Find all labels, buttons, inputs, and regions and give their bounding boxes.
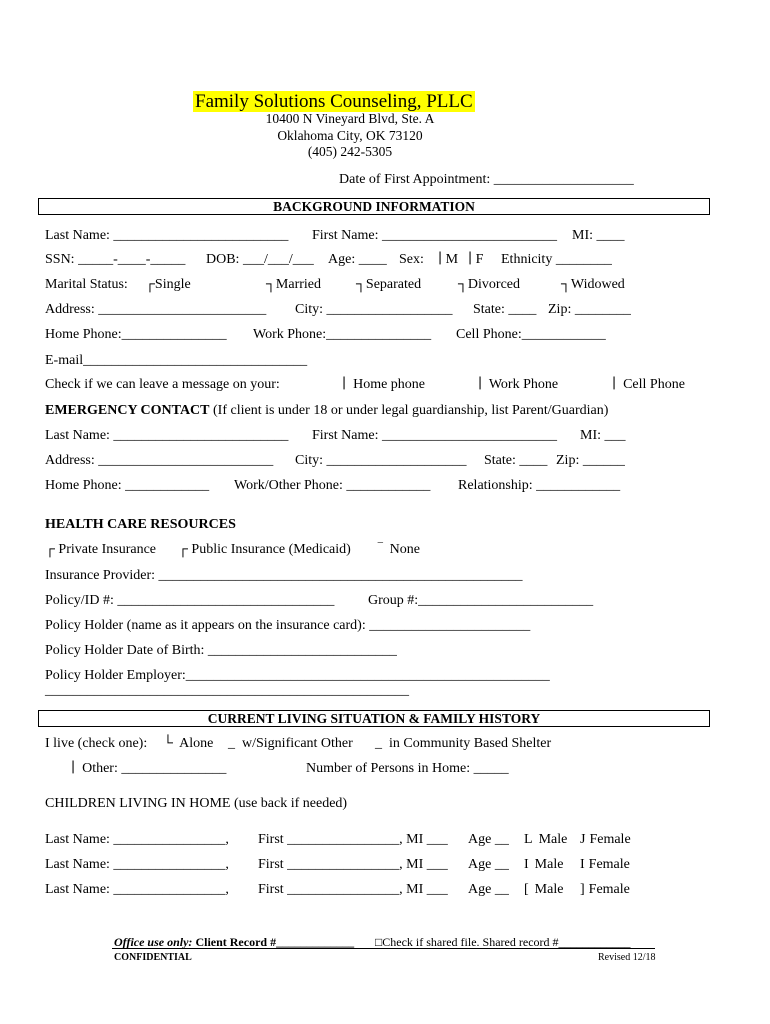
living-situation-heading: CURRENT LIVING SITUATION & FAMILY HISTORY (38, 710, 710, 727)
ec-zip-field[interactable]: Zip: ______ (556, 453, 625, 468)
married-checkbox[interactable] (266, 278, 321, 292)
child-first-mi-field[interactable]: First ________________, MI ___ (258, 882, 448, 897)
no-insurance-label: None (389, 542, 420, 557)
child-female-checkbox[interactable] (580, 858, 630, 872)
significant-other-checkbox[interactable] (228, 737, 353, 751)
background-section-heading: BACKGROUND INFORMATION (38, 198, 710, 215)
email-field[interactable]: E-mail________________________________ (45, 353, 308, 368)
checkbox-glyph-icon: ] (580, 882, 585, 897)
private-insurance-checkbox[interactable] (45, 543, 156, 557)
sex-f-checkbox[interactable]: ∣ F (468, 252, 484, 267)
sex-label: Sex: (399, 252, 424, 267)
emergency-heading-text: EMERGENCY CONTACT (45, 403, 210, 418)
ec-home-phone-field[interactable]: Home Phone: ____________ (45, 478, 210, 493)
emergency-note: (If client is under 18 or under legal guardianship, list Parent/Guardian) (209, 403, 609, 418)
other-living-field[interactable]: Other: _______________ (82, 761, 227, 776)
msg-home-label: Home phone (353, 377, 426, 392)
live-with-label: I live (check one): (45, 736, 148, 751)
separated-checkbox[interactable] (356, 278, 421, 292)
corner-box-icon: ┌ (178, 542, 188, 557)
dob-field[interactable]: DOB: ___/___/___ (206, 252, 314, 267)
child-female-label: Female (589, 832, 631, 847)
ec-last-name-field[interactable]: Last Name: _________________________ (45, 428, 289, 443)
ssn-field[interactable]: SSN: _____-____-_____ (45, 252, 186, 267)
shelter-label: in Community Based Shelter (389, 736, 552, 751)
corner-box-icon: └ (163, 736, 173, 751)
child-last-name-field[interactable]: Last Name: ________________, (45, 857, 229, 872)
checkbox-glyph-icon: I (524, 857, 529, 872)
policy-holder-name-field[interactable]: Policy Holder (name as it appears on the insurance card): _______________________ (45, 618, 531, 633)
child-female-label: Female (588, 882, 630, 897)
zip-field[interactable]: Zip: ________ (548, 302, 631, 317)
office-use-label: Office use only: (114, 935, 193, 949)
confidential-label: CONFIDENTIAL (114, 952, 192, 963)
page-title: Family Solutions Counseling, PLLC (195, 91, 473, 112)
sex-m-label: M (445, 252, 459, 267)
children-heading: CHILDREN LIVING IN HOME (use back if needed) (45, 796, 348, 811)
corner-box-icon: ┐ (356, 277, 366, 292)
corner-box-icon: ┌ (145, 277, 155, 292)
child-male-label: Male (534, 882, 564, 897)
widowed-checkbox[interactable] (561, 278, 625, 292)
child-male-checkbox[interactable] (524, 833, 567, 847)
first-name-field[interactable]: First Name: _________________________ (312, 228, 557, 243)
client-record-field[interactable]: Client Record #_____________ (192, 935, 355, 949)
dash-box-icon: _ (228, 736, 235, 751)
alone-label: Alone (179, 736, 214, 751)
single-label: Single (154, 277, 191, 292)
group-number-field[interactable]: Group #:_________________________ (368, 593, 594, 608)
work-phone-field[interactable]: Work Phone:_______________ (253, 327, 432, 342)
child-female-label: Female (588, 857, 630, 872)
cell-phone-field[interactable]: Cell Phone:____________ (456, 327, 606, 342)
ec-mi-field[interactable]: MI: ___ (580, 428, 626, 443)
significant-other-label: w/Significant Other (242, 736, 353, 751)
shelter-checkbox[interactable] (375, 737, 551, 751)
other-living-checkbox[interactable]: ∣ Other: _______________ (71, 761, 227, 776)
msg-work-label: Work Phone (488, 377, 559, 392)
dash-box-icon: _ (375, 736, 382, 751)
revised-date: Revised 12/18 (598, 952, 656, 963)
msg-cell-checkbox[interactable]: ∣ Cell Phone (612, 377, 685, 392)
last-name-field[interactable]: Last Name: _________________________ (45, 228, 289, 243)
married-label: Married (275, 277, 322, 292)
state-field[interactable]: State: ____ (473, 302, 537, 317)
address-field[interactable]: Address: ________________________ (45, 302, 267, 317)
age-field[interactable]: Age: ____ (328, 252, 387, 267)
msg-home-checkbox[interactable]: ∣ Home phone (342, 377, 426, 392)
marital-status-label: Marital Status: (45, 277, 128, 292)
public-insurance-label: Public Insurance (Medicaid) (191, 542, 351, 557)
insurance-provider-field[interactable]: Insurance Provider: ____________________________________________________ (45, 568, 523, 583)
child-female-checkbox[interactable] (580, 883, 630, 897)
ec-first-name-field[interactable]: First Name: _________________________ (312, 428, 557, 443)
single-checkbox[interactable] (145, 278, 191, 292)
persons-in-home-field[interactable]: Number of Persons in Home: _____ (306, 761, 509, 776)
checkbox-glyph-icon: [ (524, 882, 529, 897)
message-preference-label: Check if we can leave a message on your: (45, 377, 280, 392)
ec-relationship-field[interactable]: Relationship: ____________ (458, 478, 621, 493)
child-male-label: Male (538, 832, 568, 847)
child-age-field[interactable]: Age __ (468, 882, 509, 897)
policy-holder-employer-line2[interactable]: ____________________________________________________ (45, 683, 409, 698)
checkbox-glyph-icon: J (580, 832, 586, 847)
checkbox-glyph-icon: I (580, 857, 585, 872)
address-line-1: 10400 N Vineyard Blvd, Ste. A (265, 111, 435, 126)
corner-box-icon: ┐ (266, 277, 276, 292)
emergency-contact-heading (45, 404, 608, 418)
child-male-label: Male (534, 857, 564, 872)
first-appointment-field[interactable]: Date of First Appointment: ____________________ (339, 172, 634, 187)
msg-work-checkbox[interactable]: ∣ Work Phone (478, 377, 559, 392)
child-female-checkbox[interactable] (580, 833, 631, 847)
child-male-checkbox[interactable] (524, 858, 563, 872)
shared-file-checkbox[interactable]: □Check if shared file. Shared record #____________ (375, 935, 631, 949)
alone-checkbox[interactable] (163, 737, 213, 751)
home-phone-field[interactable]: Home Phone:_______________ (45, 327, 227, 342)
divorced-checkbox[interactable] (458, 278, 520, 292)
checkbox-glyph-icon: L (524, 832, 533, 847)
ec-city-field[interactable]: City: ____________________ (295, 453, 467, 468)
corner-box-icon: ┐ (561, 277, 571, 292)
divorced-label: Divorced (467, 277, 521, 292)
address-line-2: Oklahoma City, OK 73120 (277, 128, 423, 143)
sex-f-label: F (475, 252, 484, 267)
ec-work-phone-field[interactable]: Work/Other Phone: ____________ (234, 478, 431, 493)
public-insurance-checkbox[interactable] (178, 543, 351, 557)
policy-holder-employer-field[interactable]: Policy Holder Employer:____________________________________________________ (45, 668, 550, 683)
child-first-mi-field[interactable]: First ________________, MI ___ (258, 857, 448, 872)
corner-box-icon: ┐ (458, 277, 468, 292)
corner-box-icon: ┌ (45, 542, 55, 557)
child-age-field[interactable]: Age __ (468, 832, 509, 847)
office-use-line (114, 936, 354, 948)
separated-label: Separated (365, 277, 422, 292)
ethnicity-field[interactable]: Ethnicity ________ (501, 252, 612, 267)
phone-line: (405) 242-5305 (307, 144, 393, 159)
sex-m-checkbox[interactable]: ∣ M (438, 252, 459, 267)
dash-box-icon: ‾ (378, 542, 383, 557)
policy-id-field[interactable]: Policy/ID #: _______________________________ (45, 593, 335, 608)
child-age-field[interactable]: Age __ (468, 857, 509, 872)
no-insurance-checkbox[interactable] (378, 543, 420, 557)
private-insurance-label: Private Insurance (58, 542, 156, 557)
shared-file-label: Check if shared file. Shared record #____________ (382, 935, 631, 949)
widowed-label: Widowed (570, 277, 625, 292)
child-last-name-field[interactable]: Last Name: ________________, (45, 832, 229, 847)
mi-field[interactable]: MI: ____ (572, 228, 625, 243)
ec-address-field[interactable]: Address: _________________________ (45, 453, 274, 468)
city-field[interactable]: City: __________________ (295, 302, 453, 317)
policy-holder-dob-field[interactable]: Policy Holder Date of Birth: ___________________________ (45, 643, 397, 658)
child-last-name-field[interactable]: Last Name: ________________, (45, 882, 229, 897)
ec-state-field[interactable]: State: ____ (484, 453, 548, 468)
child-first-mi-field[interactable]: First ________________, MI ___ (258, 832, 448, 847)
msg-cell-label: Cell Phone (623, 377, 685, 392)
child-male-checkbox[interactable] (524, 883, 563, 897)
health-care-heading: HEALTH CARE RESOURCES (45, 517, 236, 532)
